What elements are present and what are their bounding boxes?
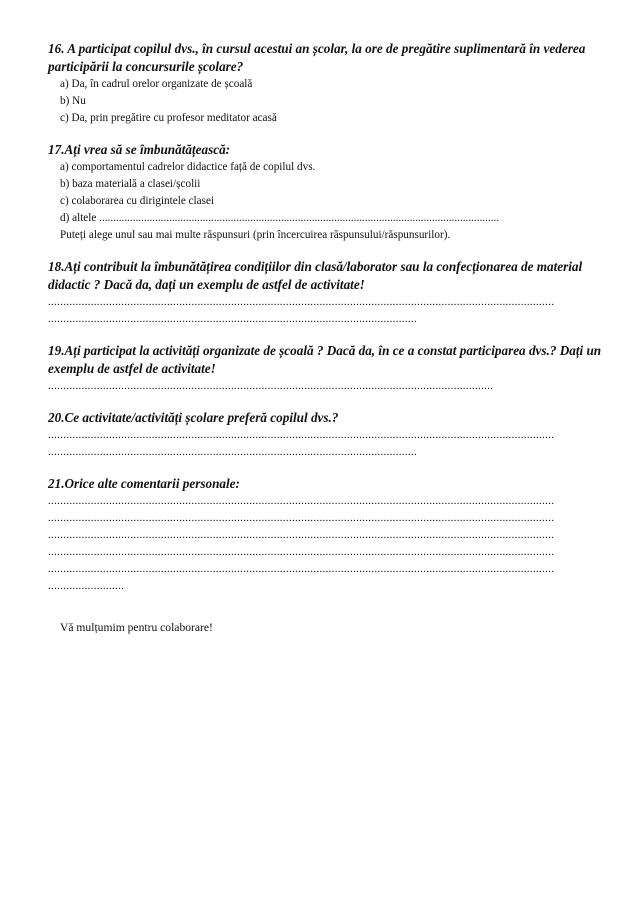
q20-answer-line-1[interactable]: ......................................................................................................................................................................: [48, 429, 555, 441]
question-19: 19.Ați participat la activități organizate de școală ? Dacă da, în ce a constat participarea dvs.? Dați un exemplu de astfel de activitate!: [48, 343, 602, 376]
q17-instruction: Puteți alege unul sau mai multe răspunsuri (prin încercuirea răspunsului/răspunsurilor).: [60, 229, 451, 241]
question-16: 16. A participat copilul dvs., în cursul acestui an școlar, la ore de pregătire suplimentară în vederea participării la concursurile școlare?: [48, 41, 586, 74]
question-18: 18.Ați contribuit la îmbunătățirea condițiilor din clasă/laborator sau la confecționarea de material didactic ? Dacă da, dați un exemplu de astfel de activitate!: [48, 259, 583, 292]
question-20: 20.Ce activitate/activități școlare preferă copilul dvs.?: [48, 410, 339, 425]
question-17-options: [60, 159, 608, 227]
q18-answer-line-1[interactable]: ......................................................................................................................................................................: [48, 296, 555, 308]
question-16-options: [60, 76, 608, 127]
q16-option-c[interactable]: c) Da, prin pregătire cu profesor meditator acasă: [60, 112, 277, 124]
question-17: 17.Ați vrea să se îmbunătățească:: [48, 142, 231, 157]
q17-option-d[interactable]: [60, 210, 608, 227]
q17-option-d-label: d) altele: [60, 212, 97, 224]
closing-thanks: Vă mulțumim pentru colaborare!: [60, 621, 213, 634]
q16-option-a[interactable]: a) Da, în cadrul orelor organizate de școală: [60, 78, 253, 90]
q17-option-b[interactable]: b) baza materială a clasei/școlii: [60, 178, 201, 190]
q21-answer-line-3[interactable]: ......................................................................................................................................................................: [48, 529, 555, 541]
questionnaire-page: [48, 40, 608, 636]
q21-answer-line-6[interactable]: .........................: [48, 580, 125, 592]
q20-answer-line-2[interactable]: .........................................................................................................................: [48, 446, 418, 458]
q18-answer-line-2[interactable]: .........................................................................................................................: [48, 313, 418, 325]
question-21: 21.Orice alte comentarii personale:: [48, 476, 240, 491]
q16-option-b[interactable]: b) Nu: [60, 95, 86, 107]
q19-answer-line-1[interactable]: ..................................................................................................................................................: [48, 380, 494, 392]
q21-answer-line-2[interactable]: ......................................................................................................................................................................: [48, 512, 555, 524]
q21-answer-line-5[interactable]: ......................................................................................................................................................................: [48, 563, 555, 575]
q21-answer-line-4[interactable]: ......................................................................................................................................................................: [48, 546, 555, 558]
q17-option-c[interactable]: c) colaborarea cu dirigintele clasei: [60, 195, 215, 207]
q17-option-a[interactable]: a) comportamentul cadrelor didactice față de copilul dvs.: [60, 161, 316, 173]
q21-answer-line-1[interactable]: ......................................................................................................................................................................: [48, 495, 555, 507]
q17-option-d-answer-line[interactable]: ...............................................................................................................................................: [99, 212, 500, 224]
